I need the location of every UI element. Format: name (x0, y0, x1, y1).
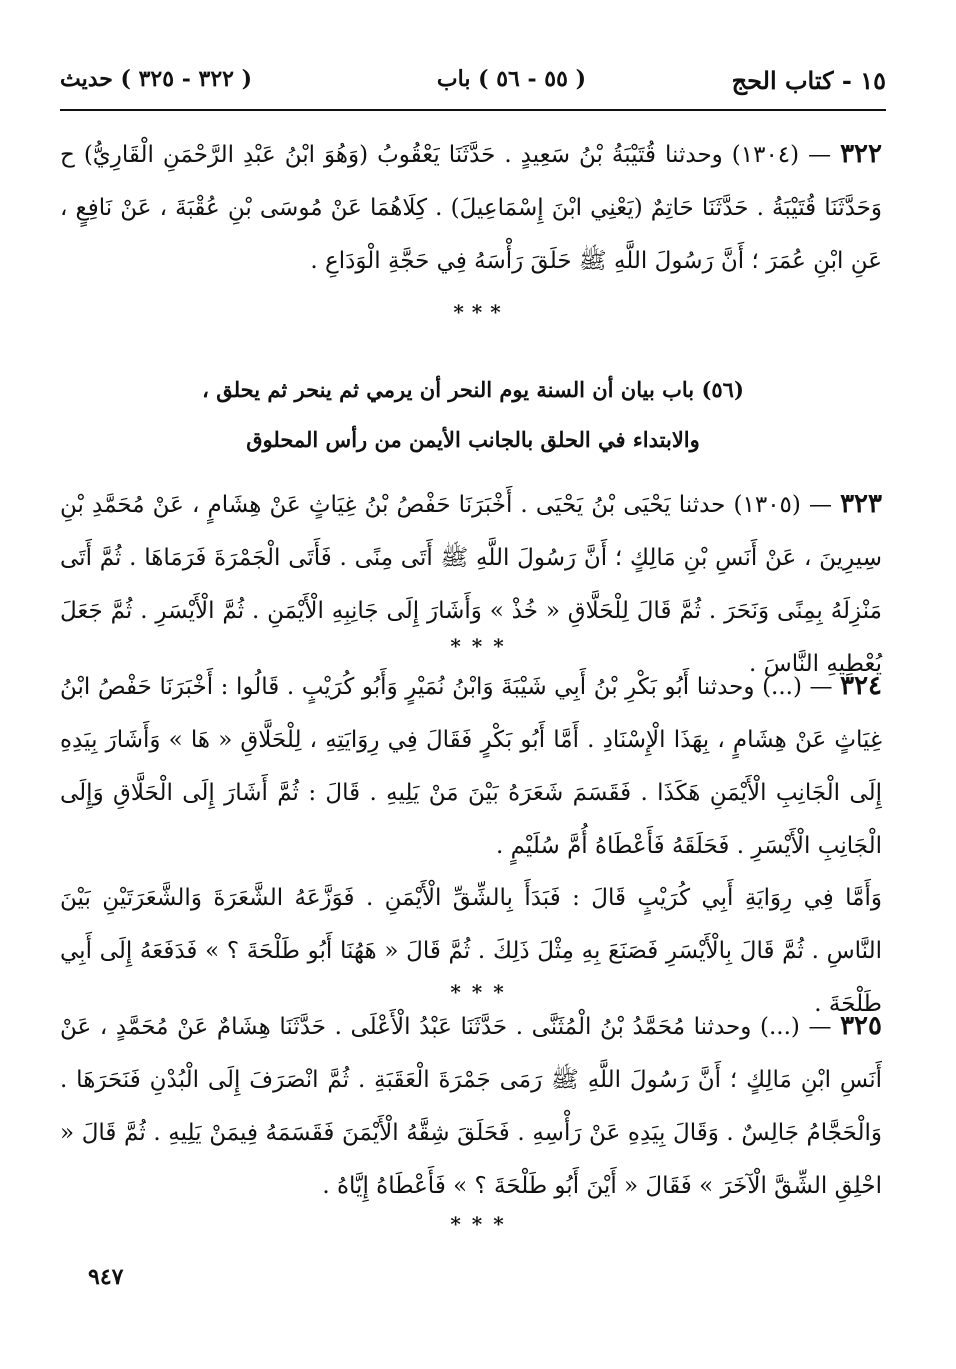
hadith-text: — (...) وحدثنا أَبُو بَكْرِ بْنُ أَبِي شَيْبَةَ وَابْنُ نُمَيْرٍ وَأَبُو كُرَيْبٍ . قَالُوا : أَخْبَرَنَا حَفْصُ ابْنُ غِيَاثٍ عَنْ هِشَامٍ ، بِهَذَا الْإِسْنَادِ . أَمَّا أَبُو بَكْرٍ فَقَالَ فِي رِوَايَتِهِ ، لِلْحَلَّاقِ « هَا » وَأَشَارَ بِيَدِهِ إِلَى الْجَانِبِ الْأَيْمَنِ هَكَذَا . فَقَسَمَ شَعَرَهُ بَيْنَ مَنْ يَلِيهِ . قَالَ : ثُمَّ أَشَارَ إِلَى الْحَلَّاقِ وَإِلَى الْجَانِبِ الْأَيْسَرِ . فَحَلَقَهُ فَأَعْطَاهُ أُمَّ سُلَيْمٍ . (60, 674, 882, 859)
chapter-heading (60, 365, 886, 465)
hadith-number: ٣٢٥ (840, 1011, 882, 1041)
header-book-title: ١٥ - كتاب الحج (731, 66, 886, 95)
header-chapter-range: ( ٥٥ - ٥٦ ) باب (436, 66, 586, 92)
separator: * * * (450, 980, 506, 1004)
hadith-text: — (...) وحدثنا مُحَمَّدُ بْنُ الْمُثَنَّى . حَدَّثَنَا عَبْدُ الْأَعْلَى . حَدَّثَنَا هِشَامٌ عَنْ مُحَمَّدٍ ، عَنْ أَنَسِ ابْنِ مَالِكٍ ؛ أَنَّ رَسُولَ اللَّهِ ﷺ رَمَى جَمْرَةَ الْعَقَبَةِ . ثُمَّ انْصَرَفَ إِلَى الْبُدْنِ فَنَحَرَهَا . وَالْحَجَّامُ جَالِسٌ . وَقَالَ بِيَدِهِ عَنْ رَأْسِهِ . فَحَلَقَ شِقَّهُ الْأَيْمَنَ فَقَسَمَهُ فِيمَنْ يَلِيهِ . ثُمَّ قَالَ « احْلِقِ الشِّقَّ الْآخَرَ » فَقَالَ « أَيْنَ أَبُو طَلْحَةَ ؟ » فَأَعْطَاهُ إِيَّاهُ . (60, 1014, 882, 1199)
hadith-322 (60, 128, 882, 288)
hadith-number: ٣٢٣ (840, 489, 882, 519)
chapter-title-line-2: والابتداء في الحلق بالجانب الأيمن من رأس المحلوق (246, 427, 700, 452)
hadith-continuation-text: وَأَمَّا فِي رِوَايَةِ أَبِي كُرَيْبٍ قَالَ : فَبَدَأَ بِالشِّقِّ الْأَيْمَنِ . فَوَزَّعَهُ الشَّعَرَةَ وَالشَّعَرَتَيْنِ بَيْنَ النَّاسِ . ثُمَّ قَالَ بِالْأَيْسَرِ فَصَنَعَ بِهِ مِثْلَ ذَلِكَ . ثُمَّ قَالَ « هَهُنَا أَبُو طَلْحَةَ ؟ » فَدَفَعَهُ إِلَى أَبِي طَلْحَةَ . (60, 885, 882, 1017)
hadith-text: — (١٣٠٤) وحدثنا قُتَيْبَةُ بْنُ سَعِيدٍ . حَدَّثَنَا يَعْقُوبُ (وَهُوَ ابْنُ عَبْدِ الرَّحْمَنِ الْقَارِيُّ) ح وَحَدَّثَنَا قُتَيْبَةُ . حَدَّثَنَا حَاتِمٌ (يَعْنِي ابْنَ إِسْمَاعِيلَ) . كِلَاهُمَا عَنْ مُوسَى بْنِ عُقْبَةَ ، عَنْ نَافِعٍ ، عَنِ ابْنِ عُمَرَ ؛ أَنَّ رَسُولَ اللَّهِ ﷺ حَلَقَ رَأْسَهُ فِي حَجَّةِ الْوَدَاعِ . (60, 142, 882, 274)
separator: * * * (450, 1212, 506, 1236)
hadith-number: ٣٢٤ (840, 671, 883, 701)
hadith-number: ٣٢٢ (840, 139, 882, 169)
header-rule (60, 109, 886, 111)
header-hadith-range: ( ٣٢٢ - ٣٢٥ ) حديث (60, 66, 253, 92)
hadith-text: — (١٣٠٥) حدثنا يَحْيَى بْنُ يَحْيَى . أَخْبَرَنَا حَفْصُ بْنُ غِيَاثٍ عَنْ هِشَامٍ ، عَنْ مُحَمَّدِ بْنِ سِيرِينَ ، عَنْ أَنَسِ بْنِ مَالِكٍ ؛ أَنَّ رَسُولَ اللَّهِ ﷺ أَتَى مِنًى . فَأَتَى الْجَمْرَةَ فَرَمَاهَا . ثُمَّ أَتَى مَنْزِلَهُ بِمِنًى وَنَحَرَ . ثُمَّ قَالَ لِلْحَلَّاقِ « خُذْ » وَأَشَارَ إِلَى جَانِبِهِ الْأَيْمَنِ . ثُمَّ الْأَيْسَرِ . ثُمَّ جَعَلَ يُعْطِيهِ النَّاسَ . (60, 492, 882, 677)
chapter-title-line-1: (٥٦) باب بيان أن السنة يوم النحر أن يرمي ثم ينحر ثم يحلق ، (202, 377, 744, 402)
page-number: ٩٤٧ (88, 1264, 124, 1290)
hadith-324 (60, 660, 882, 873)
separator: * * * (450, 634, 506, 658)
running-header (60, 66, 886, 106)
separator: * * * (453, 300, 503, 324)
hadith-325 (60, 1000, 882, 1213)
